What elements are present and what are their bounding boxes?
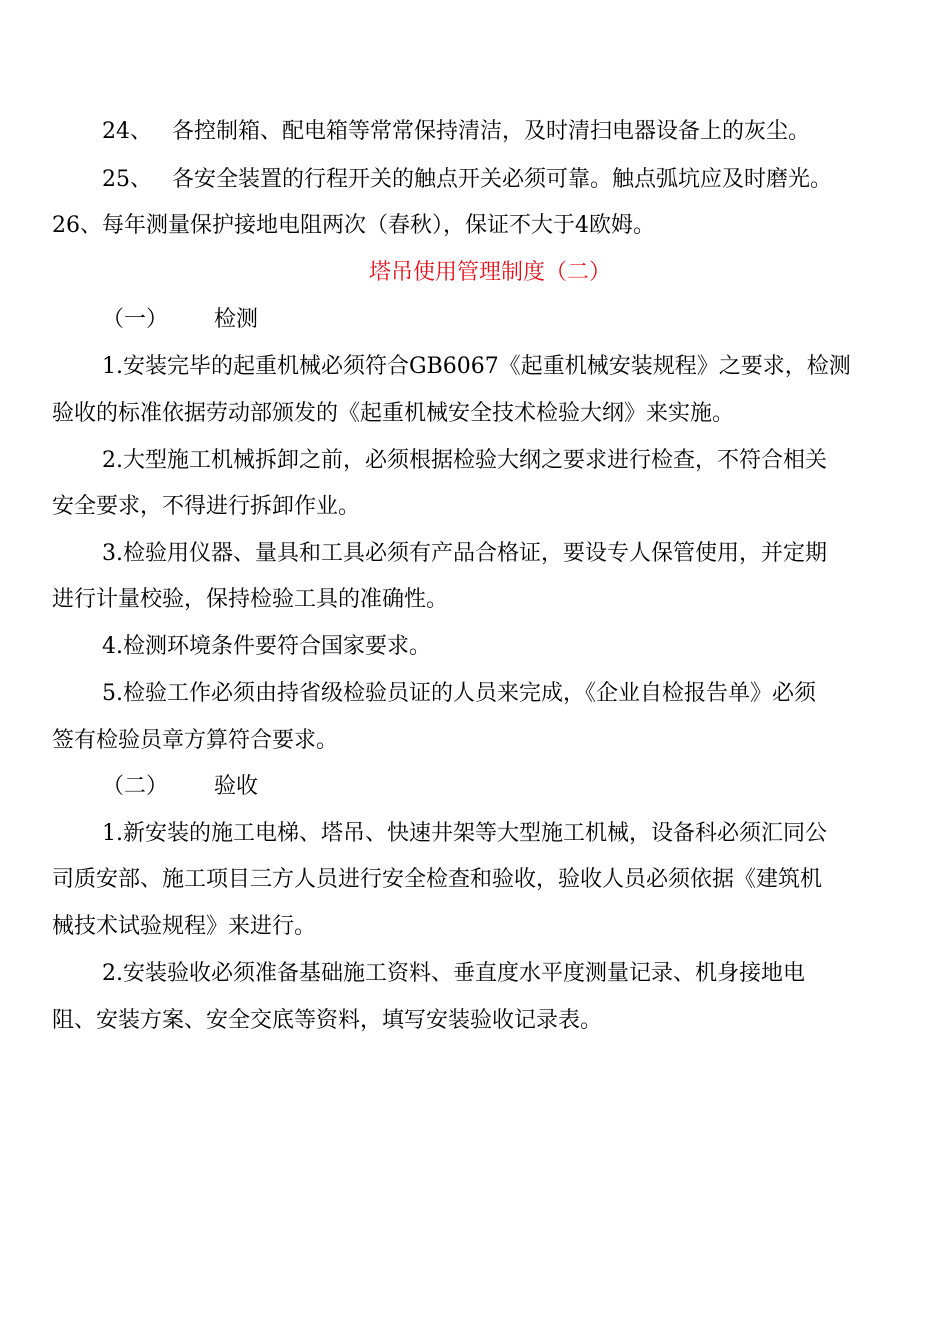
section-heading: 检测 [214, 307, 259, 332]
line-text: 4.检测环境条件要符合国家要求。 [102, 634, 431, 659]
line-text: 械技术试验规程》来进行。 [52, 914, 317, 939]
line-text: 验收的标准依据劳动部颁发的《起重机械安全技术检验大纲》来实施。 [52, 401, 735, 426]
line-text: 2.大型施工机械拆卸之前，必须根据检验大纲之要求进行检查，不符合相关 [102, 448, 827, 473]
item-text: 各安全装置的行程开关的触点开关必须可靠。触点弧坑应及时磨光。 [172, 167, 833, 192]
item-text: 26、每年测量保护接地电阻两次（春秋），保证不大于4欧姆。 [52, 213, 655, 238]
line-text: 司质安部、施工项目三方人员进行安全检查和验收，验收人员必须依据《建筑机 [52, 867, 823, 892]
line-text: 进行计量校验，保持检验工具的准确性。 [52, 587, 449, 612]
line-text: 阻、安装方案、安全交底等资料，填写安装验收记录表。 [52, 1008, 603, 1033]
item-number: 25、 [102, 167, 152, 192]
section-title: 塔吊使用管理制度（二） [368, 260, 611, 285]
item-text: 各控制箱、配电箱等常常保持清洁，及时清扫电器设备上的灰尘。 [172, 119, 811, 144]
line-text: 3.检验用仪器、量具和工具必须有产品合格证，要设专人保管使用，并定期 [102, 541, 827, 566]
section-number: （二） [102, 774, 169, 799]
line-text: 安全要求，不得进行拆卸作业。 [52, 494, 361, 519]
section-number: （一） [102, 307, 169, 332]
section-heading: 验收 [214, 774, 259, 799]
item-number: 24、 [102, 119, 152, 144]
line-text: 签有检验员章方算符合要求。 [52, 728, 339, 753]
line-text: 1.新安装的施工电梯、塔吊、快速井架等大型施工机械，设备科必须汇同公 [102, 821, 827, 846]
line-text: 2.安装验收必须准备基础施工资料、垂直度水平度测量记录、机身接地电 [102, 961, 805, 986]
line-text: 1.安装完毕的起重机械必须符合GB6067《起重机械安装规程》之要求，检测 [102, 354, 851, 379]
line-text: 5.检验工作必须由持省级检验员证的人员来完成，《企业自检报告单》必须 [102, 681, 816, 706]
